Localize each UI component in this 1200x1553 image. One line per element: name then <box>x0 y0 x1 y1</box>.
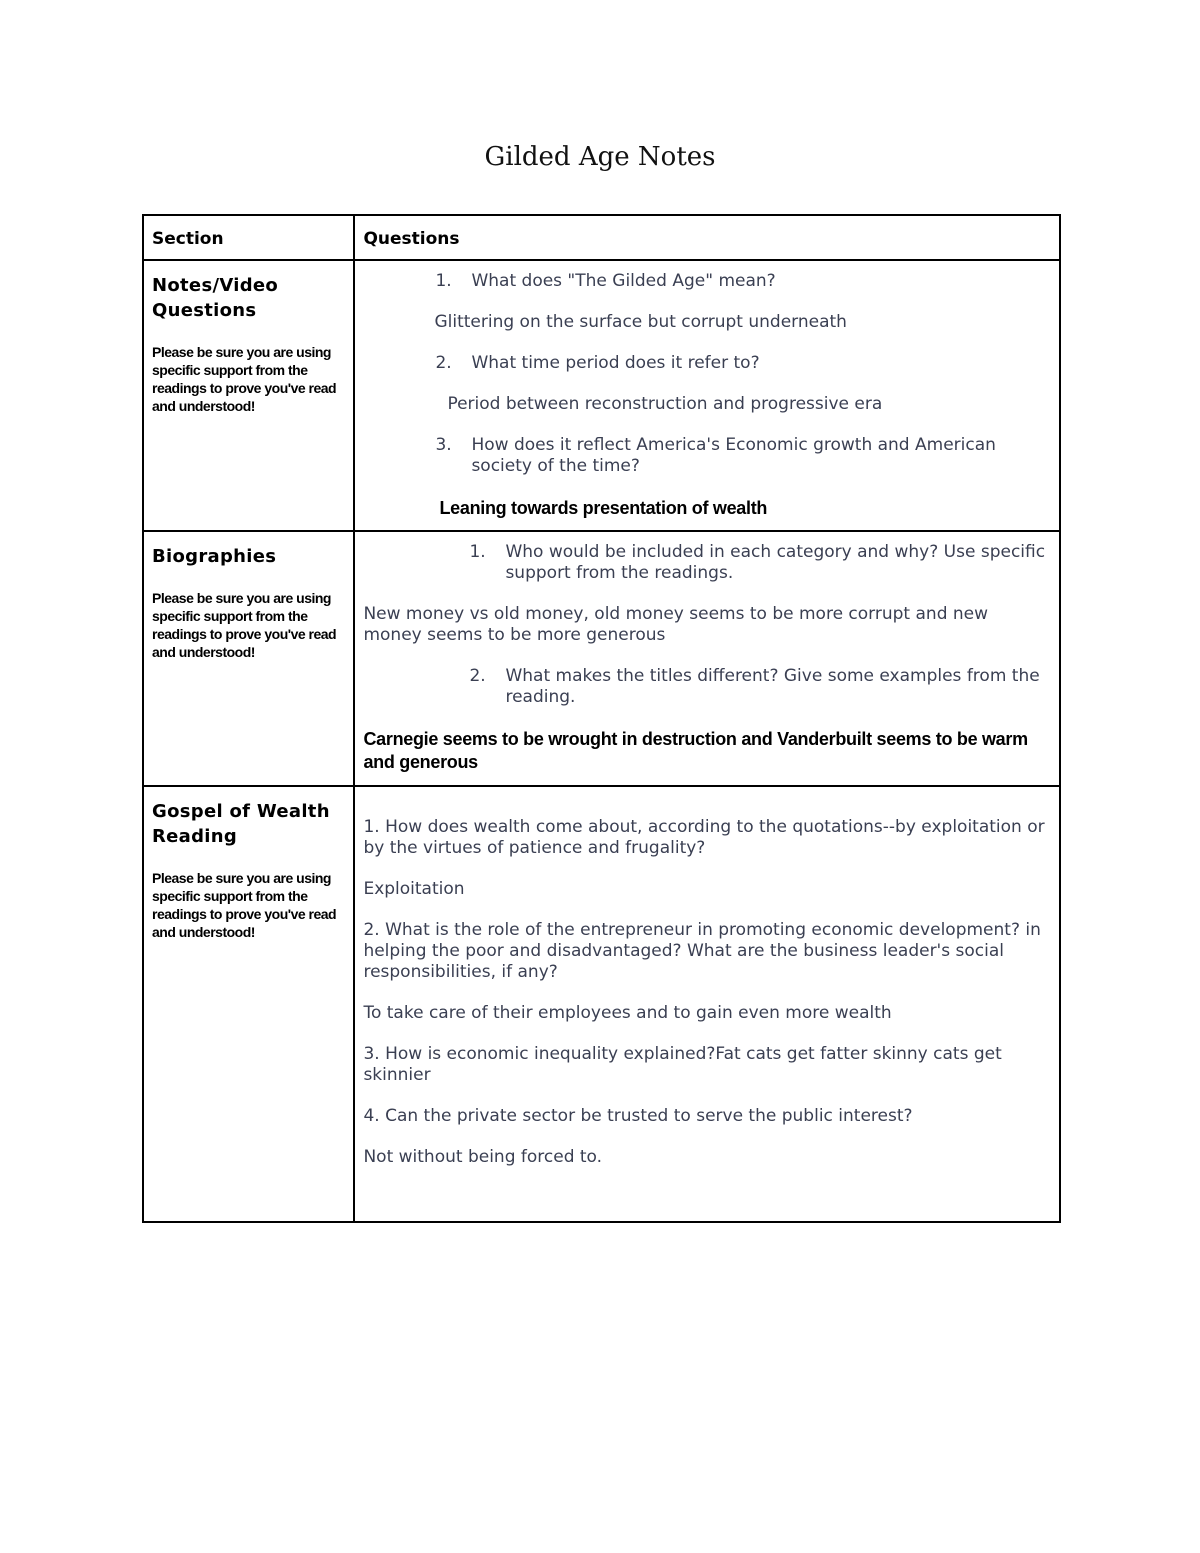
header-questions: Questions <box>354 215 1060 260</box>
table-header-row <box>143 215 1060 260</box>
section-note: Please be sure you are using specific support from the readings to prove you've read and understood! <box>152 590 337 660</box>
question-item <box>363 542 1051 584</box>
question-item <box>363 666 1051 708</box>
questions-cell <box>354 531 1060 786</box>
question-text: How does it reflect America's Economic growth and American society of the time? <box>471 435 996 476</box>
question-text: 4. Can the private sector be trusted to serve the public interest? <box>363 1106 913 1126</box>
notes-table <box>142 214 1061 1223</box>
question-text: What does "The Gilded Age" mean? <box>471 271 776 291</box>
table-row <box>143 260 1060 531</box>
answer-text: Not without being forced to. <box>363 1147 603 1167</box>
section-title: Gospel of Wealth Reading <box>152 801 330 847</box>
question-number: 2. <box>435 353 452 373</box>
section-cell <box>143 260 354 531</box>
question-text: Who would be included in each category and why? Use specific support from the readings. <box>505 542 1046 583</box>
question-item <box>363 353 1051 374</box>
section-note: Please be sure you are using specific support from the readings to prove you've read and understood! <box>152 870 337 940</box>
page-title: Gilded Age Notes <box>484 142 716 172</box>
question-number: 1. <box>469 542 486 562</box>
question-number: 3. <box>435 435 452 455</box>
table-row <box>143 531 1060 786</box>
section-title: Biographies <box>152 546 277 567</box>
section-cell <box>143 786 354 1222</box>
question-text: 2. What is the role of the entrepreneur in promoting economic development? in helping the poor and disadvantaged? What are the business leader's social responsibilities, if any? <box>363 920 1041 982</box>
table-row <box>143 786 1060 1222</box>
answer-text: Glittering on the surface but corrupt underneath <box>434 312 847 332</box>
answer-text: To take care of their employees and to gain even more wealth <box>363 1003 892 1023</box>
question-text: What time period does it refer to? <box>471 353 760 373</box>
answer-text: New money vs old money, old money seems to be more corrupt and new money seems to be more generous <box>363 604 989 645</box>
question-number: 1. <box>435 271 452 291</box>
answer-text: Leaning towards presentation of wealth <box>439 498 768 518</box>
section-title: Notes/Video Questions <box>152 275 279 321</box>
section-note: Please be sure you are using specific support from the readings to prove you've read and understood! <box>152 344 337 414</box>
questions-cell <box>354 260 1060 531</box>
question-number: 2. <box>469 666 486 686</box>
question-text: 3. How is economic inequality explained?Fat cats get fatter skinny cats get skinnier <box>363 1044 1002 1085</box>
header-section: Section <box>143 215 354 260</box>
question-text: 1. How does wealth come about, according to the quotations--by exploitation or by the virtues of patience and frugality? <box>363 817 1045 858</box>
answer-text: Carnegie seems to be wrought in destruction and Vanderbuilt seems to be warm and generous <box>363 729 1028 772</box>
question-item <box>363 271 1051 292</box>
question-text: What makes the titles different? Give some examples from the reading. <box>505 666 1040 707</box>
question-item <box>363 435 1051 477</box>
section-cell <box>143 531 354 786</box>
answer-text: Period between reconstruction and progressive era <box>447 394 883 414</box>
questions-cell <box>354 786 1060 1222</box>
answer-text: Exploitation <box>363 879 465 899</box>
